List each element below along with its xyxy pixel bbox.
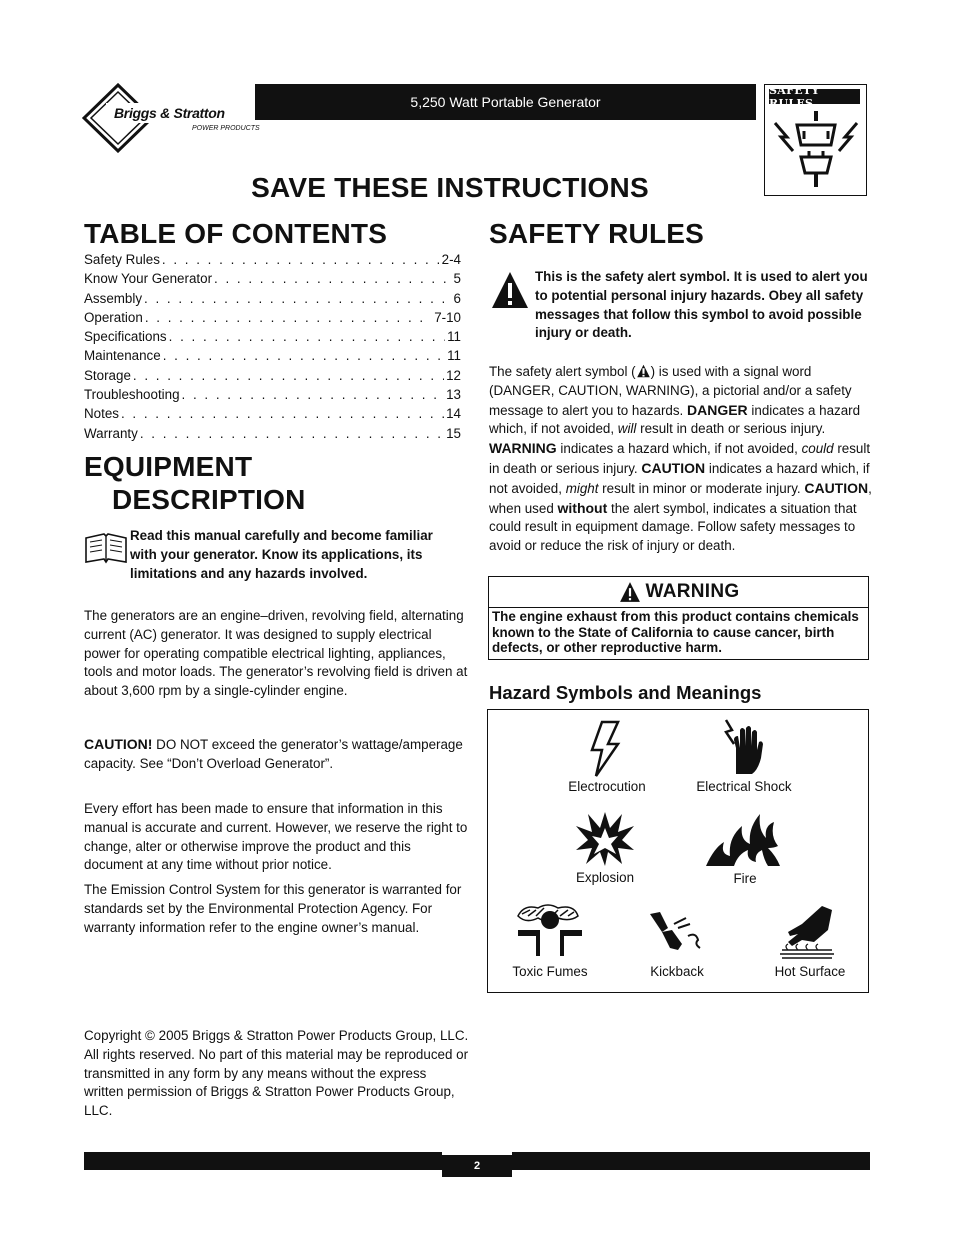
main-title: SAVE THESE INSTRUCTIONS xyxy=(251,172,649,203)
caution-label: CAUTION! xyxy=(84,736,153,752)
toc-leader xyxy=(121,406,444,421)
brand-name: Briggs & Stratton xyxy=(114,105,225,121)
toc-item-label: Safety Rules xyxy=(84,252,160,267)
text-run: result in minor or moderate injury. xyxy=(598,480,805,496)
warning-heading xyxy=(489,578,868,605)
toc-item-page: 15 xyxy=(446,425,461,441)
toc-item[interactable] xyxy=(84,406,461,425)
manual-book-icon xyxy=(84,532,128,566)
toc-item-label: Know Your Generator xyxy=(84,271,213,287)
toc-item-label: Operation xyxy=(84,309,143,325)
california-warning-box xyxy=(488,576,869,660)
toc-item[interactable] xyxy=(84,271,461,290)
toc-item-page: 7-10 xyxy=(434,309,461,325)
read-manual-notice: Read this manual carefully and become familiar with your generator. Know its applications, its limitations and any hazards involved. xyxy=(130,528,433,581)
toc-item[interactable] xyxy=(84,348,461,367)
equipment-caution xyxy=(84,735,469,774)
text-run: ) is used with a signal word (DANGER, CAUTION, WARNING), a pictorial and/or a safety message to alert you to hazards. xyxy=(489,364,852,418)
equipment-paragraph: The generators are an engine–driven, revolving field, alternating current (AC) generator. It was designed to supply electrical power for operating compatible electrical lighting, appliances, tools and motor loads. The generator’s revolving field is driven at about 3,600 rpm by a single-cylinder engine. xyxy=(84,608,468,699)
toc-item-page: 5 xyxy=(453,271,461,287)
toc-item-label: Assembly xyxy=(84,290,143,306)
equipment-paragraph: Every effort has been made to ensure that information in this manual is accurate and current. However, we reserve the right to change, alter or otherwise improve the product and this document at any time without prior notice. xyxy=(84,801,468,873)
toc-leader xyxy=(214,271,452,286)
warning-alert-icon xyxy=(618,581,642,603)
fire-icon xyxy=(704,808,782,868)
product-title: 5,250 Watt Portable Generator xyxy=(410,94,601,110)
toc-item-page: 14 xyxy=(446,406,461,422)
product-title-bar xyxy=(255,84,756,120)
hazard-label: Electrocution xyxy=(568,779,646,794)
text-run: result in death or serious injury. xyxy=(489,441,871,476)
text-run: , when used xyxy=(489,480,872,516)
emphasis-might: might xyxy=(565,480,599,496)
toc-item[interactable] xyxy=(84,310,461,329)
toc-leader xyxy=(182,387,445,402)
text-run: indicates a hazard which, if not avoided, xyxy=(489,402,861,437)
toc-leader xyxy=(133,368,444,383)
safety-alert-notice: This is the safety alert symbol. It is used to alert you to potential personal injury hazards. Obey all safety messages that follow this symbol to avoid possible injury or death. xyxy=(535,269,868,341)
explosion-icon xyxy=(574,810,636,866)
lightning-icon xyxy=(588,720,624,778)
table-of-contents xyxy=(84,252,461,445)
hazard-label: Electrical Shock xyxy=(696,779,792,794)
badge-label: SAFETY RULES xyxy=(769,89,860,104)
toc-item[interactable] xyxy=(84,368,461,387)
toc-leader xyxy=(169,329,445,344)
text-run: indicates a hazard which, if not avoided, xyxy=(556,441,802,457)
toc-item-page: 13 xyxy=(446,387,461,403)
warning-text: The engine exhaust from this product contains chemicals known to the State of California to cause cancer, birth defects, or other reproductive harm. xyxy=(492,609,859,656)
toc-leader xyxy=(144,291,452,306)
toc-item[interactable] xyxy=(84,291,461,310)
hazard-section-title: Hazard Symbols and Meanings xyxy=(489,682,762,703)
safety-paragraph xyxy=(489,363,874,556)
toc-title: TABLE OF CONTENTS xyxy=(84,218,388,249)
toc-item-page: 11 xyxy=(447,348,461,364)
warning-heading-text: WARNING xyxy=(645,580,740,602)
toc-leader xyxy=(140,426,444,441)
safety-rules-title: SAFETY RULES xyxy=(489,218,705,249)
copyright-notice: Copyright © 2005 Briggs & Stratton Power Products Group, LLC. All rights reserved. No part of this material may be reproduced or transmitted in any form by any means without the express written permission of Briggs & Stratton Power Products Group, LLC. xyxy=(84,1028,469,1119)
text-run: indicates a hazard which, if not avoided, xyxy=(489,460,870,496)
toc-leader xyxy=(145,310,432,325)
toc-item-label: Storage xyxy=(84,367,131,383)
hot-surface-icon xyxy=(778,904,836,960)
hazard-label: Explosion xyxy=(575,870,635,885)
footer-bar-left xyxy=(84,1152,442,1170)
safety-alert-icon xyxy=(490,270,530,310)
hazard-label: Kickback xyxy=(650,964,704,979)
toc-item[interactable] xyxy=(84,426,461,445)
signal-word-caution: CAUTION xyxy=(641,459,706,476)
emphasis-could: could xyxy=(801,441,834,457)
toc-item-page: 11 xyxy=(447,329,461,345)
toc-item[interactable] xyxy=(84,387,461,406)
brand-logo xyxy=(82,83,260,153)
shock-hand-icon xyxy=(720,718,768,778)
toc-item-page: 6 xyxy=(453,290,461,306)
emphasis-will: will xyxy=(617,421,637,437)
caution-text: DO NOT exceed the generator’s wattage/amperage capacity. See “Don’t Overload Generator”. xyxy=(84,737,463,771)
hazard-label: Fire xyxy=(733,871,757,886)
brand-sub: POWER PRODUCTS xyxy=(192,125,260,132)
hazard-label: Hot Surface xyxy=(774,964,846,979)
toc-item[interactable] xyxy=(84,252,461,271)
text-run: the alert symbol, indicates a situation that could result in equipment damage. Follow safety messages to avoid or reduce the risk of injury or death. xyxy=(489,500,857,554)
hazard-symbols-box xyxy=(487,709,869,993)
toxic-fumes-icon xyxy=(514,902,584,958)
toc-leader xyxy=(162,252,440,267)
toc-item-label: Troubleshooting xyxy=(84,387,180,403)
toc-item-label: Warranty xyxy=(84,425,138,441)
page-number: 2 xyxy=(442,1155,512,1177)
warning-divider xyxy=(489,607,868,608)
toc-item-label: Maintenance xyxy=(84,348,161,364)
text-run: The safety alert symbol ( xyxy=(489,364,636,379)
equipment-title-line2: DESCRIPTION xyxy=(112,484,306,515)
text-run: result in death or serious injury. xyxy=(636,421,826,437)
signal-word-caution: CAUTION xyxy=(804,479,869,496)
signal-word-danger: DANGER xyxy=(687,401,748,418)
footer-bar-right xyxy=(512,1152,870,1170)
toc-item-label: Specifications xyxy=(84,329,167,345)
hazard-label: Toxic Fumes xyxy=(512,964,588,979)
toc-item[interactable] xyxy=(84,329,461,348)
toc-item-page: 2-4 xyxy=(441,252,461,267)
inline-alert-icon xyxy=(636,364,651,378)
signal-word-warning: WARNING xyxy=(489,440,557,457)
toc-item-label: Notes xyxy=(84,406,119,422)
equipment-paragraph: The Emission Control System for this generator is warranted for standards set by the Environmental Protection Agency. For warranty information refer to the engine owner’s manual. xyxy=(84,882,462,935)
toc-item-page: 12 xyxy=(446,367,461,383)
kickback-icon xyxy=(648,910,704,954)
emphasis-without: without xyxy=(557,499,608,516)
equipment-title-line1: EQUIPMENT xyxy=(84,451,253,482)
toc-leader xyxy=(163,348,445,363)
